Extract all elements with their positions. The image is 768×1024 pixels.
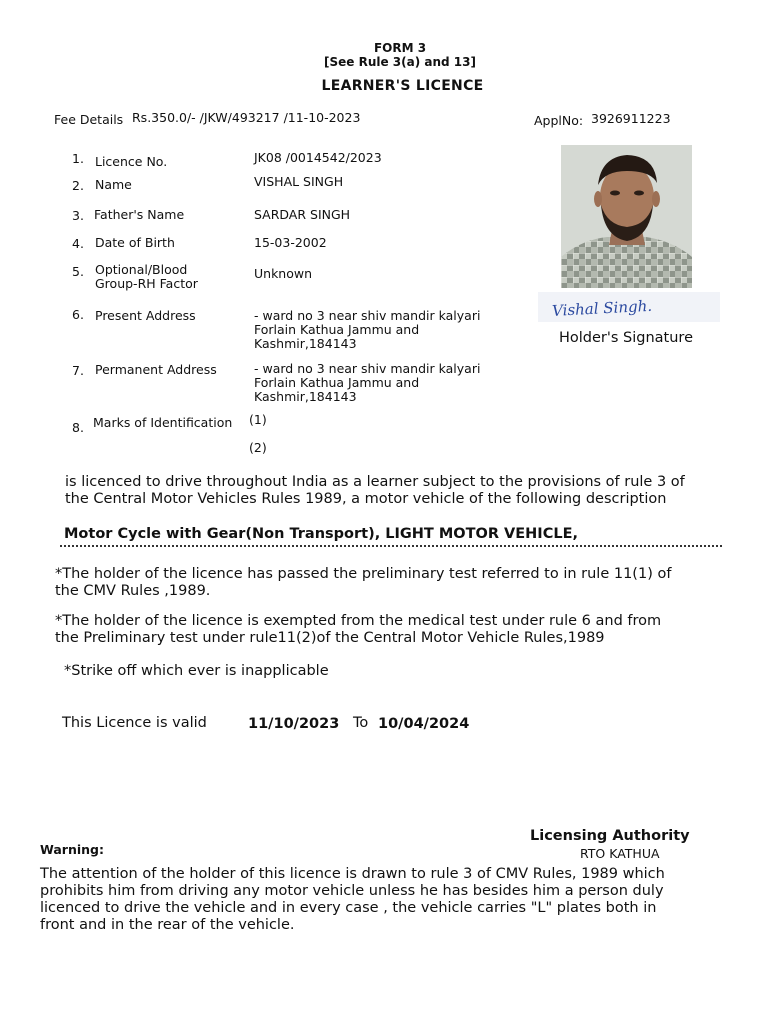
licence-no-value: JK08 /0014542/2023 [254, 150, 382, 165]
licence-statement-line2: the Central Motor Vehicles Rules 1989, a motor vehicle of the following description [65, 491, 667, 507]
valid-from-date: 11/10/2023 [248, 716, 340, 732]
warning-text-line2: prohibits him from driving any motor vehicle unless he has besides him a person duly [40, 883, 664, 899]
permanent-address-label: Permanent Address [95, 362, 217, 377]
holder-signature [538, 292, 720, 322]
identification-mark-1: (1) [249, 412, 267, 427]
form-number: FORM 3 [373, 41, 427, 55]
warning-text-line3: licenced to drive the vehicle and in every case , the vehicle carries "L" plates both in [40, 900, 657, 916]
warning-text-line1: The attention of the holder of this licence is drawn to rule 3 of CMV Rules, 1989 which [40, 866, 665, 882]
field-number: 7. [72, 363, 84, 378]
dotted-divider [60, 545, 722, 547]
permanent-address-line3: Kashmir,184143 [254, 389, 357, 404]
field-number: 1. [72, 151, 84, 166]
present-address-line1: - ward no 3 near shiv mandir kalyari [254, 308, 481, 323]
strike-off-note: *Strike off which ever is inapplicable [64, 663, 329, 679]
dob-value: 15-03-2002 [254, 235, 327, 250]
fee-details-label: Fee Details [54, 112, 124, 127]
appl-no-label: ApplNo: [534, 113, 584, 128]
field-number: 6. [72, 307, 84, 322]
holder-photo [561, 145, 692, 288]
identification-mark-2: (2) [249, 440, 267, 455]
field-number: 8. [72, 420, 84, 435]
vehicle-class: Motor Cycle with Gear(Non Transport), LIGHT MOTOR VEHICLE, [64, 526, 578, 542]
present-address-line2: Forlain Kathua Jammu and [254, 322, 420, 337]
blood-group-value: Unknown [254, 266, 313, 281]
svg-text:Vishal Singh.: Vishal Singh. [551, 296, 653, 320]
permanent-address-line1: - ward no 3 near shiv mandir kalyari [254, 361, 481, 376]
dob-label: Date of Birth [95, 235, 175, 250]
appl-no-value: 3926911223 [591, 111, 671, 126]
blood-group-label-line2: Group-RH Factor [95, 276, 198, 291]
fathers-name-value: SARDAR SINGH [254, 207, 351, 222]
holder-signature-caption: Holder's Signature [559, 330, 693, 346]
exemption-note-line1: *The holder of the licence is exempted from the medical test under rule 6 and from [55, 613, 662, 629]
validity-label: This Licence is valid [62, 715, 207, 731]
field-number: 5. [72, 264, 84, 279]
document-title: LEARNER'S LICENCE [321, 78, 484, 94]
name-label: Name [95, 177, 132, 192]
name-value: VISHAL SINGH [254, 174, 344, 189]
warning-label: Warning: [40, 842, 104, 857]
field-number: 4. [72, 236, 84, 251]
validity-to-label: To [353, 715, 369, 731]
permanent-address-line2: Forlain Kathua Jammu and [254, 375, 420, 390]
valid-to-date: 10/04/2024 [378, 716, 470, 732]
field-number: 3. [72, 208, 84, 223]
licensing-authority-title: Licensing Authority [530, 828, 690, 844]
licence-no-label: Licence No. [95, 154, 168, 169]
preliminary-test-note-line1: *The holder of the licence has passed the preliminary test referred to in rule 11(1) of [55, 566, 672, 582]
fathers-name-label: Father's Name [94, 207, 185, 222]
warning-text-line4: front and in the rear of the vehicle. [40, 917, 295, 933]
licensing-authority-office: RTO KATHUA [580, 846, 660, 861]
licence-statement-line1: is licenced to drive throughout India as a learner subject to the provisions of rule 3 of [65, 474, 685, 490]
fee-details-value: Rs.350.0/- /JKW/493217 /11-10-2023 [132, 110, 361, 125]
rule-reference: [See Rule 3(a) and 13] [324, 55, 476, 69]
exemption-note-line2: the Preliminary test under rule11(2)of the Central Motor Vehicle Rules,1989 [55, 630, 605, 646]
present-address-label: Present Address [95, 308, 196, 323]
preliminary-test-note-line2: the CMV Rules ,1989. [55, 583, 211, 599]
blood-group-label-line1: Optional/Blood [95, 262, 188, 277]
identification-marks-label: Marks of Identification [93, 415, 233, 430]
present-address-line3: Kashmir,184143 [254, 336, 357, 351]
field-number: 2. [72, 178, 84, 193]
